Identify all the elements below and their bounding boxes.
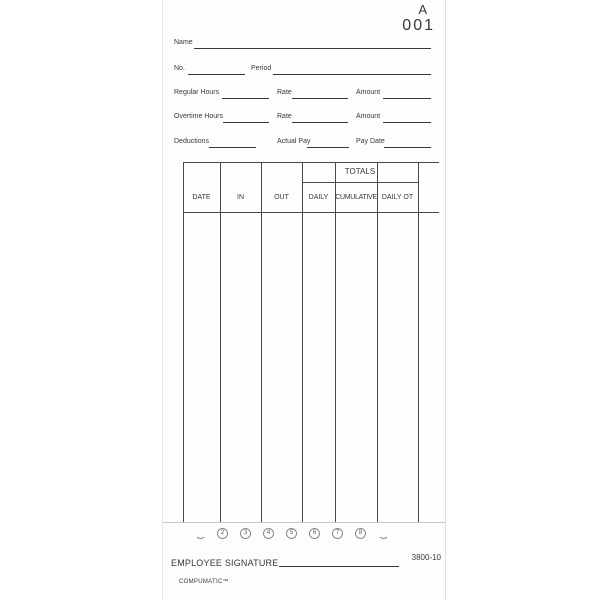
pay-date-label: Pay Date [356,138,385,145]
registration-holes [163,528,445,542]
time-card [162,0,446,600]
hole-8: 8 [355,528,366,539]
no-label: No. [174,65,185,72]
totals-header: TOTALS [344,167,376,176]
grid-line [335,162,336,522]
grid-line [261,162,262,522]
actual-pay-label: Actual Pay [277,138,311,145]
hole-4: 4 [263,528,274,539]
hole-5: 5 [286,528,297,539]
grid-line [418,162,419,522]
regular-hours-field[interactable] [222,98,269,99]
overtime-amount-label: Amount [356,113,381,120]
time-table [183,162,439,522]
bottom-rule [163,522,445,523]
deductions-label: Deductions [174,138,210,145]
overtime-hours-label: Overtime Hours [174,113,224,120]
name-field[interactable] [194,48,431,49]
regular-hours-row [174,88,431,102]
grid-line [377,162,378,522]
grid-line [183,212,439,213]
pay-date-field[interactable] [384,147,431,148]
signature-row [171,553,441,570]
grid-line [302,182,418,183]
actual-pay-field[interactable] [307,147,349,148]
half-hole [378,528,389,539]
overtime-hours-field[interactable] [223,122,269,123]
overtime-rate-field[interactable] [292,122,348,123]
date-column-header: DATE [192,194,211,201]
overtime-hours-row [174,112,431,126]
hole-7: 7 [332,528,343,539]
number-period-row [174,64,431,78]
form-code: 3800-10 [411,553,441,562]
card-number: 001 [402,17,435,34]
daily-ot-column-header: DAILY OT [381,194,414,201]
grid-line [183,162,439,163]
employee-signature-field[interactable] [279,566,399,567]
deductions-field[interactable] [209,147,256,148]
grid-line [183,162,184,522]
regular-amount-label: Amount [356,89,381,96]
deductions-row [174,137,431,151]
regular-rate-label: Rate [277,89,292,96]
brand-label: COMPUMATIC™ [179,579,229,585]
grid-line [220,162,221,522]
regular-amount-field[interactable] [383,98,431,99]
daily-column-header: DAILY [308,194,329,201]
overtime-rate-label: Rate [277,113,292,120]
card-letter: A [418,2,427,17]
regular-hours-label: Regular Hours [174,89,220,96]
name-row [174,38,431,52]
cumulative-column-header: CUMULATIVE [335,194,377,201]
period-label: Period [251,65,272,72]
employee-signature-label: EMPLOYEE SIGNATURE [171,558,279,568]
period-field[interactable] [273,74,431,75]
card-id [402,3,435,34]
half-hole [195,528,206,539]
regular-rate-field[interactable] [292,98,348,99]
hole-3: 3 [240,528,251,539]
hole-6: 6 [309,528,320,539]
name-label: Name [174,39,193,46]
grid-line [302,162,303,522]
no-field[interactable] [188,74,245,75]
hole-2: 2 [217,528,228,539]
in-column-header: IN [237,194,244,201]
out-column-header: OUT [274,194,289,201]
overtime-amount-field[interactable] [383,122,431,123]
